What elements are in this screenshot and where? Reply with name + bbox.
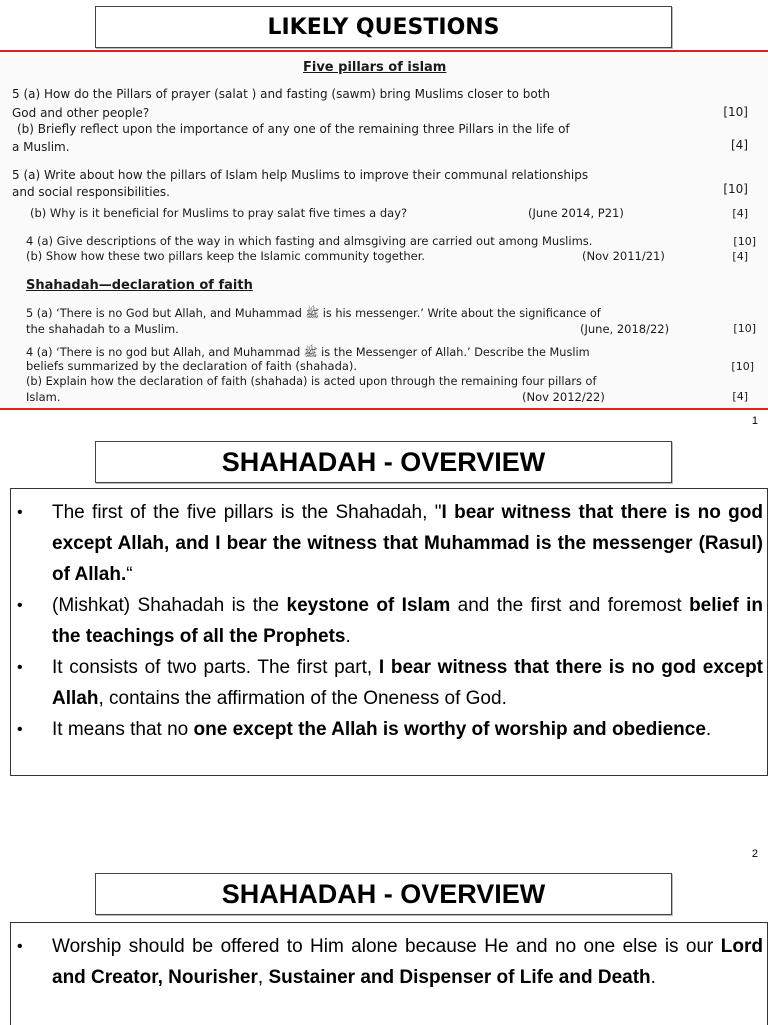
exam-reference: (Nov 2011/21) [582, 249, 665, 263]
bullet-item [11, 652, 767, 714]
bullet-text: . [705, 719, 712, 740]
bullet-text: Worship should be offered to Him alone because He and no one else is our [52, 936, 721, 957]
section-heading-five-pillars: Five pillars of islam [303, 60, 447, 75]
marks-label: [10] [733, 322, 756, 335]
marks-label: [10] [723, 105, 748, 119]
marks-label: [4] [732, 250, 748, 263]
bullet-text: “ [126, 564, 133, 585]
bullet-item [11, 931, 767, 993]
slide-title-shahadah-overview-2: SHAHADAH - OVERVIEW [95, 873, 672, 915]
marks-label: [4] [732, 207, 748, 220]
question-line: (b) Why is it beneficial for Muslims to pray salat five times a day? [30, 206, 408, 220]
overview-content-box [10, 488, 768, 776]
question-line: God and other people? [12, 106, 150, 120]
bullet-text: and the first and foremost [450, 595, 690, 616]
bullet-bold-text: keystone of Islam [286, 595, 451, 616]
bullet-text: , [257, 967, 269, 988]
question-line: (b) Show how these two pillars keep the Islamic community together. [26, 249, 426, 263]
bullet-bold-text: Sustainer and Dispenser of Life and Death [268, 967, 651, 988]
question-line: 4 (a) ‘There is no god but Allah, and Muhammad ﷺ is the Messenger of Allah.’ Describe the Muslim [26, 346, 590, 359]
exam-reference: (June 2014, P21) [528, 206, 624, 220]
bullet-text: , contains the affirmation of the Oneness of God. [98, 688, 507, 709]
question-line: the shahadah to a Muslim. [26, 322, 179, 336]
bullet-bold-text: belief in the teachings of all the Prophets [52, 595, 763, 647]
bullet-text: . [345, 626, 351, 647]
marks-label: [4] [732, 390, 748, 403]
question-line: 5 (a) How do the Pillars of prayer (salat ) and fasting (sawm) bring Muslims closer to both [12, 87, 551, 101]
overview-content-box-2 [10, 922, 768, 1025]
marks-label: [4] [731, 138, 748, 152]
exam-reference: (June, 2018/22) [580, 322, 670, 336]
slide-title-likely-questions: LIKELY QUESTIONS [95, 6, 672, 48]
slide-title-shahadah-overview: SHAHADAH - OVERVIEW [95, 441, 672, 483]
bullet-bold-text: Lord and Creator, Nourisher [52, 936, 763, 988]
bullet-item [11, 714, 767, 745]
section-heading-shahadah: Shahadah—declaration of faith [26, 278, 253, 293]
question-line: 5 (a) ‘There is no God but Allah, and Muhammad ﷺ is his messenger.’ Write about the significance of [26, 307, 601, 320]
question-line: (b) Explain how the declaration of faith (shahada) is acted upon through the remaining four pillars of [26, 375, 597, 388]
bullet-item [11, 590, 767, 652]
bullet-text: (Mishkat) Shahadah is the [52, 595, 287, 616]
bullet-text: . [650, 967, 656, 988]
bullet-bold-text: I bear witness that there is no god except Allah [52, 657, 764, 709]
question-line: Islam. [26, 390, 61, 404]
bullet-bold-text: one except the Allah is worthy of worship and obedience [193, 719, 706, 740]
bullet-item [11, 497, 767, 590]
exam-reference: (Nov 2012/22) [522, 390, 605, 404]
question-line: beliefs summarized by the declaration of faith (shahada). [26, 359, 358, 373]
bullet-text: It means that no [52, 719, 194, 740]
bullet-text: It consists of two parts. The first part, [52, 657, 379, 678]
marks-label: [10] [733, 235, 756, 248]
questions-scan-part1 [0, 50, 768, 204]
bullet-text: The first of the five pillars is the Shahadah, " [52, 502, 442, 523]
page-number: 1 [751, 415, 758, 427]
page-number: 2 [751, 848, 758, 860]
question-line: 4 (a) Give descriptions of the way in which fasting and almsgiving are carried out among Muslims. [26, 234, 593, 248]
marks-label: [10] [731, 360, 754, 373]
question-line: (b) Briefly reflect upon the importance of any one of the remaining three Pillars in the life of [17, 122, 570, 136]
question-line: a Muslim. [12, 140, 70, 154]
marks-label: [10] [723, 182, 748, 196]
bullet-bold-text: I bear witness that there is no god except Allah, and I bear the witness that Muhammad is the messenger (Rasul) of Allah. [52, 502, 763, 585]
question-line: 5 (a) Write about how the pillars of Islam help Muslims to improve their communal relationships [12, 168, 589, 182]
question-line: and social responsibilities. [12, 185, 170, 199]
questions-scan-part2 [0, 202, 768, 410]
